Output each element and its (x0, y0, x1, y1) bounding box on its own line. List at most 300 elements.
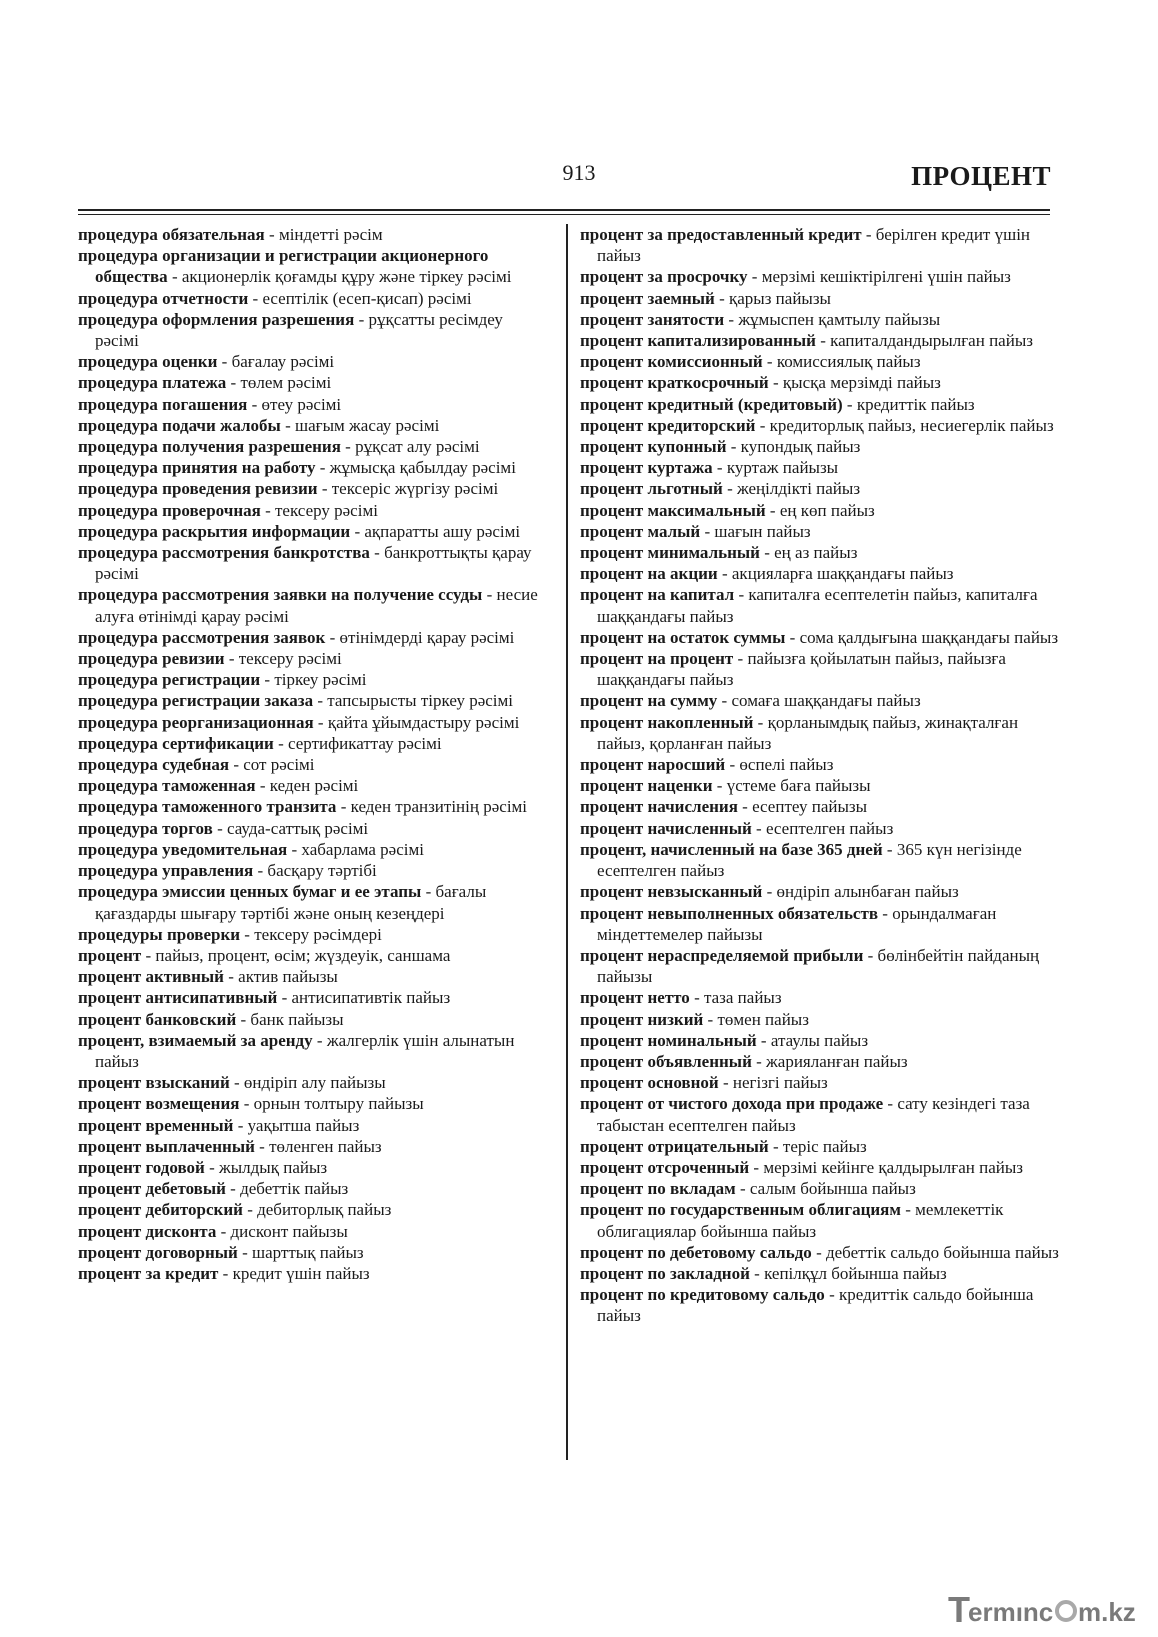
entry-term: процент капитализированный (580, 331, 816, 351)
entry-definition: дебеттік сальдо бойынша пайыз (825, 1242, 1059, 1262)
entry-definition: купондық пайыз (740, 437, 861, 457)
entry-definition: капиталға есептелетін пайыз, капиталға шаққандағы пайыз (597, 585, 1038, 626)
dictionary-entry (580, 627, 1060, 648)
entry-definition: акцияларға шаққандағы пайыз (731, 564, 954, 584)
entry-separator: - (225, 1179, 241, 1199)
dictionary-entry (580, 457, 1060, 478)
entry-definition: жалгерлік үшін алынатын пайыз (95, 1030, 515, 1071)
entry-separator: - (233, 1115, 248, 1135)
entry-definition: сомаға шаққандағы пайыз (731, 691, 921, 711)
entry-separator: - (737, 797, 753, 817)
entry-term: процент отрицательный (580, 1136, 769, 1156)
entry-term: процент дебетовый (78, 1179, 226, 1199)
dictionary-entry (78, 1178, 548, 1199)
entry-term: процедура оформления разрешения (78, 309, 355, 329)
entry-term: процент максимальный (580, 500, 766, 520)
dictionary-entry (580, 394, 1060, 415)
entry-definition: салым бойынша пайыз (749, 1179, 916, 1199)
dictionary-entry (78, 924, 548, 945)
entry-term: процент за предоставленный кредит (580, 225, 862, 244)
dictionary-entry (580, 563, 1060, 584)
dictionary-entry (580, 881, 1060, 902)
dictionary-entry (78, 1157, 548, 1178)
dictionary-entry (78, 648, 548, 669)
entry-term: процент за просрочку (580, 267, 748, 287)
dictionary-entry (78, 1199, 548, 1220)
entry-definition: өспелі пайыз (739, 755, 834, 775)
entry-term: процент от чистого дохода при продаже (580, 1094, 884, 1114)
entry-definition: кредиттік пайыз (856, 394, 975, 414)
entry-definition: дебеттік пайыз (240, 1179, 349, 1199)
entry-definition: сату кезіндегі таза табыстан есептелген пайыз (597, 1094, 1030, 1135)
dictionary-entry (580, 309, 1060, 330)
dictionary-entry (78, 1242, 548, 1263)
dictionary-entry (580, 224, 1060, 266)
dictionary-entry (580, 288, 1060, 309)
entry-definition: негізгі пайыз (732, 1073, 828, 1093)
entry-term: процент выплаченный (78, 1136, 255, 1156)
entry-definition: акционерлік қоғамды құру және тіркеу рәсімі (181, 267, 512, 287)
entry-term: процент объявленный (580, 1051, 752, 1071)
entry-definition: сауда-саттық рәсімі (226, 818, 369, 838)
entry-separator: - (167, 267, 182, 287)
entry-term: процент на сумму (580, 691, 718, 711)
dictionary-entry (580, 415, 1060, 436)
entry-separator: - (762, 352, 777, 372)
entry-term: процедура обязательная (78, 225, 265, 244)
entry-definition: шарттық пайыз (252, 1242, 364, 1262)
dictionary-entry (78, 945, 548, 966)
dictionary-entry (78, 288, 548, 309)
entry-definition: таза пайыз (703, 988, 782, 1008)
entry-term: процент возмещения (78, 1094, 240, 1114)
dictionary-entry (78, 796, 548, 817)
entry-term: процедура торгов (78, 818, 213, 838)
termincom-logo (948, 1590, 1148, 1630)
entry-separator: - (815, 331, 831, 351)
entry-definition: антисипативтік пайыз (291, 988, 451, 1008)
dictionary-entry (78, 245, 548, 287)
dictionary-entry (580, 521, 1060, 542)
entry-term: процедура отчетности (78, 288, 249, 308)
entry-separator: - (369, 543, 385, 563)
entry-term: процент нераспределяемой прибыли (580, 945, 864, 965)
entry-definition: міндетті рәсім (278, 225, 383, 244)
logo-text-part-2: m.kz (1078, 1597, 1136, 1627)
dictionary-entry (78, 394, 548, 415)
dictionary-entry (78, 1072, 548, 1093)
entry-definition: кепілқұл бойынша пайыз (764, 1263, 947, 1283)
entry-term: процедура регистрации (78, 670, 261, 690)
dictionary-entry (78, 733, 548, 754)
dictionary-entry (580, 945, 1060, 987)
entry-separator: - (878, 903, 893, 923)
entry-separator: - (254, 1136, 270, 1156)
entry-separator: - (749, 1263, 765, 1283)
entry-separator: - (714, 288, 729, 308)
entry-definition: пайыз, процент, өсім; жүздеуік, саншама (155, 945, 451, 965)
dictionary-entry (78, 1115, 548, 1136)
entry-term: процедура рассмотрения банкротства (78, 543, 370, 563)
entry-definition: рұқсатты ресімдеу рәсімі (95, 309, 503, 351)
entry-term: процедура судебная (78, 755, 230, 775)
entry-separator: - (264, 225, 279, 244)
entry-separator: - (248, 288, 263, 308)
entry-separator: - (749, 1157, 764, 1177)
entry-definition: бөлінбейтін пайданың пайызы (597, 945, 1040, 987)
entry-term: процедура рассмотрения заявки на получение ссуды (78, 585, 483, 605)
entry-definition: қысқа мерзімді пайыз (782, 373, 941, 393)
dictionary-entry (580, 1178, 1060, 1199)
entry-term: процедура проведения ревизии (78, 479, 318, 499)
entry-separator: - (287, 839, 302, 859)
entry-separator: - (216, 1221, 231, 1241)
entry-term: процедуры проверки (78, 924, 241, 944)
dictionary-entry (580, 542, 1060, 563)
entry-separator: - (811, 1242, 826, 1262)
entry-term: процент наросший (580, 755, 726, 775)
dictionary-entry (580, 500, 1060, 521)
entry-separator: - (861, 225, 876, 244)
dictionary-entry (78, 881, 548, 923)
entry-term: процент наценки (580, 776, 713, 796)
entry-definition: тіркеу рәсімі (274, 670, 367, 690)
dictionary-entry (580, 1263, 1060, 1284)
entry-term: процент (78, 945, 142, 965)
entry-separator: - (236, 1009, 251, 1029)
entry-separator: - (724, 309, 739, 329)
entry-definition: атаулы пайыз (770, 1030, 869, 1050)
entry-separator: - (726, 437, 741, 457)
entry-term: процент по вкладам (580, 1179, 736, 1199)
dictionary-entry (580, 987, 1060, 1008)
dictionary-entry (78, 224, 548, 245)
entry-term: процедура таможенная (78, 776, 256, 796)
entry-separator: - (733, 649, 748, 669)
entry-definition: жеңілдікті пайыз (736, 479, 861, 499)
dictionary-entry (78, 818, 548, 839)
entry-separator: - (785, 627, 800, 647)
dictionary-entry (78, 712, 548, 733)
entry-definition: қарыз пайызы (728, 288, 831, 308)
dictionary-entry (580, 584, 1060, 626)
entry-term: процедура рассмотрения заявок (78, 627, 326, 647)
entry-term: процент номинальный (580, 1030, 757, 1050)
entry-term: процент годовой (78, 1157, 205, 1177)
entry-separator: - (239, 1094, 254, 1114)
dictionary-entry (580, 330, 1060, 351)
entry-separator: - (824, 1285, 839, 1305)
column-divider (566, 224, 568, 1460)
entry-definition: кредиттік сальдо бойынша пайыз (597, 1285, 1034, 1326)
entry-term: процент за кредит (78, 1263, 219, 1283)
entry-definition: қайта ұйымдастыру рәсімі (327, 712, 520, 732)
entry-term: процент начисления (580, 797, 738, 817)
dictionary-entry (78, 987, 548, 1008)
entry-separator: - (765, 500, 780, 520)
dictionary-entry (78, 860, 548, 881)
entry-separator: - (717, 691, 732, 711)
entry-separator: - (313, 712, 328, 732)
dictionary-entry (580, 839, 1060, 881)
entry-separator: - (756, 1030, 771, 1050)
left-column (78, 224, 548, 1284)
entry-term: процент кредиторский (580, 415, 756, 435)
entry-definition: төлем рәсімі (240, 373, 332, 393)
entry-term: процент краткосрочный (580, 373, 769, 393)
entry-separator: - (317, 479, 332, 499)
dictionary-entry (78, 1093, 548, 1114)
entry-definition: сот рәсімі (243, 755, 315, 775)
dictionary-entry (78, 436, 548, 457)
entry-separator: - (260, 670, 275, 690)
dictionary-entry (580, 1009, 1060, 1030)
entry-definition: шағым жасау рәсімі (295, 415, 440, 435)
header-rule-thin (78, 214, 1050, 215)
entry-term: процент невзысканный (580, 882, 763, 902)
entry-term: процент купонный (580, 437, 727, 457)
dictionary-entry (580, 1030, 1060, 1051)
entry-term: процент по дебетовому сальдо (580, 1242, 812, 1262)
entry-separator: - (217, 352, 232, 372)
entry-term: процент по закладной (580, 1263, 750, 1283)
entry-term: процент на процент (580, 649, 734, 669)
entry-separator: - (482, 585, 497, 605)
entry-term: процент дисконта (78, 1221, 217, 1241)
entry-definition: банк пайызы (250, 1009, 344, 1029)
entry-separator: - (229, 1073, 244, 1093)
entry-separator: - (882, 839, 897, 859)
entry-definition: рұқсат алу рәсімі (355, 437, 480, 457)
dictionary-entry (78, 690, 548, 711)
entry-separator: - (141, 945, 156, 965)
entry-definition: дисконт пайызы (230, 1221, 348, 1241)
entry-separator: - (218, 1263, 233, 1283)
dictionary-entry (78, 521, 548, 542)
entry-term: процент малый (580, 521, 701, 541)
entry-term: процент по государственным облигациям (580, 1200, 901, 1220)
entry-separator: - (842, 394, 857, 414)
entry-separator: - (240, 924, 255, 944)
page-number: 913 (562, 160, 596, 185)
entry-separator: - (718, 1073, 733, 1093)
entry-term: процедура организации и регистрации акционерного общества (78, 246, 489, 287)
entry-definition: капиталдандырылған пайыз (830, 331, 1033, 351)
logo-letter-t: T (948, 1590, 970, 1630)
entry-definition: теріс пайыз (782, 1136, 867, 1156)
entry-term: процент кредитный (кредитовый) (580, 394, 843, 414)
entry-term: процент по кредитовому сальдо (580, 1285, 825, 1305)
entry-separator: - (260, 500, 275, 520)
entry-term: процедура таможенного транзита (78, 797, 337, 817)
entry-separator: - (759, 543, 775, 563)
right-column (580, 224, 1060, 1327)
entry-term: процент комиссионный (580, 352, 763, 372)
entry-term: процент договорный (78, 1242, 238, 1262)
entry-separator: - (755, 415, 770, 435)
entry-definition: жұмыспен қамтылу пайызы (738, 309, 941, 329)
entry-definition: өтінімдерді қарау рәсімі (339, 627, 515, 647)
entry-separator: - (204, 1157, 219, 1177)
entry-separator: - (247, 394, 262, 414)
entry-term: процент на капитал (580, 585, 735, 605)
entry-definition: үстеме баға пайызы (726, 776, 871, 796)
entry-definition: уақытша пайыз (247, 1115, 360, 1135)
entry-separator: - (768, 1136, 783, 1156)
entry-definition: мерзімі кейінге қалдырылған пайыз (763, 1157, 1024, 1177)
entry-term: процент низкий (580, 1009, 704, 1029)
entry-definition: тапсырысты тіркеу рәсімі (327, 691, 513, 711)
dictionary-entry (78, 309, 548, 351)
dictionary-entry (580, 648, 1060, 690)
entry-definition: несие алуға өтінімді қарау рәсімі (95, 585, 538, 626)
entry-definition: қорланымдық пайыз, жинақталған пайыз, қорланған пайыз (597, 712, 1019, 753)
dictionary-entry (580, 690, 1060, 711)
entry-term: процент банковский (78, 1009, 237, 1029)
entry-separator: - (735, 1179, 750, 1199)
entry-definition: сома қалдығына шаққандағы пайыз (799, 627, 1059, 647)
entry-separator: - (900, 1200, 916, 1220)
entry-definition: өндіріп алынбаған пайыз (776, 882, 959, 902)
entry-term: процент куртажа (580, 458, 713, 478)
entry-separator: - (712, 458, 727, 478)
entry-definition: комиссиялық пайыз (776, 352, 921, 372)
dictionary-entry (78, 1030, 548, 1072)
entry-definition: жұмысқа қабылдау рәсімі (329, 458, 516, 478)
entry-definition: тексеріс жүргізу рәсімі (331, 479, 499, 499)
entry-term: процедура проверочная (78, 500, 261, 520)
entry-separator: - (229, 755, 244, 775)
entry-term: процент на акции (580, 564, 718, 584)
entry-definition: кредиторлық пайыз, несиегерлік пайыз (769, 415, 1054, 435)
entry-definition: мерзімі кешіктірілгені үшін пайыз (761, 267, 1011, 287)
entry-definition: актив пайызы (238, 967, 338, 987)
entry-definition: шағын пайыз (714, 521, 811, 541)
entry-separator: - (717, 564, 732, 584)
entry-separator: - (751, 1051, 767, 1071)
entry-definition: төленген пайыз (269, 1136, 382, 1156)
entry-separator: - (700, 521, 715, 541)
entry-separator: - (223, 967, 239, 987)
entry-term: процедура оценки (78, 352, 218, 372)
dictionary-entry (78, 351, 548, 372)
entry-term: процедура подачи жалобы (78, 415, 281, 435)
entry-term: процент временный (78, 1115, 234, 1135)
logo-text-part-1: ermınc (968, 1597, 1054, 1627)
entry-separator: - (336, 797, 351, 817)
entry-separator: - (753, 712, 768, 732)
logo-o-ring (1057, 1602, 1075, 1620)
entry-term: процедура платежа (78, 373, 227, 393)
entry-term: процент накопленный (580, 712, 754, 732)
entry-term: процедура управления (78, 861, 254, 881)
entry-definition: мемлекеттік облигациялар бойынша пайыз (597, 1200, 1004, 1241)
entry-separator: - (280, 415, 295, 435)
dictionary-entry (78, 839, 548, 860)
dictionary-entry (580, 1157, 1060, 1178)
entry-definition: басқару тәртібі (267, 861, 377, 881)
entry-definition: берілген кредит үшін пайыз (597, 225, 1031, 266)
header-rule-thick (78, 209, 1050, 211)
entry-separator: - (340, 437, 356, 457)
entry-separator: - (747, 267, 762, 287)
entry-separator: - (722, 479, 737, 499)
entry-term: процедура сертификации (78, 733, 274, 753)
entry-definition: орындалмаған міндеттемелер пайызы (597, 903, 997, 944)
entry-definition: ең аз пайыз (774, 543, 858, 563)
running-head: ПРОЦЕНТ (911, 161, 1051, 191)
entry-definition: өндіріп алу пайызы (243, 1073, 386, 1093)
entry-term: процедура регистрации заказа (78, 691, 314, 711)
entry-term: процедура реорганизационная (78, 712, 314, 732)
dictionary-entry (78, 1136, 548, 1157)
entry-separator: - (242, 1200, 258, 1220)
dictionary-entry (78, 500, 548, 521)
dictionary-entry (580, 903, 1060, 945)
dictionary-entry (580, 1242, 1060, 1263)
entry-definition: кредит үшін пайыз (232, 1263, 370, 1283)
entry-definition: өтеу рәсімі (261, 394, 342, 414)
dictionary-entry (78, 478, 548, 499)
entry-separator: - (273, 733, 288, 753)
entry-term: процент минимальный (580, 543, 760, 563)
entry-term: процент активный (78, 967, 224, 987)
entry-separator: - (354, 309, 369, 329)
dictionary-entry (580, 1072, 1060, 1093)
entry-definition: жылдық пайыз (219, 1157, 328, 1177)
dictionary-entry (580, 712, 1060, 754)
entry-separator: - (226, 373, 241, 393)
dictionary-entry (580, 796, 1060, 817)
entry-definition: куртаж пайызы (726, 458, 839, 478)
dictionary-entry (580, 1136, 1060, 1157)
dictionary-entry (78, 775, 548, 796)
entry-separator: - (253, 861, 268, 881)
entry-separator: - (312, 1030, 327, 1050)
entry-separator: - (768, 373, 783, 393)
entry-separator: - (350, 521, 365, 541)
entry-term: процент, начисленный на базе 365 дней (580, 839, 883, 859)
entry-term: процент антисипативный (78, 988, 278, 1008)
entry-separator: - (421, 882, 436, 902)
entry-term: процент взысканий (78, 1073, 230, 1093)
entry-separator: - (255, 776, 270, 796)
entry-separator: - (863, 945, 878, 965)
entry-separator: - (883, 1094, 898, 1114)
entry-term: процент начисленный (580, 818, 752, 838)
dictionary-entry (580, 436, 1060, 457)
entry-definition: төмен пайыз (717, 1009, 809, 1029)
dictionary-entry (78, 627, 548, 648)
dictionary-entry (580, 754, 1060, 775)
dictionary-entry (580, 1284, 1060, 1326)
entry-term: процент невыполненных обязательств (580, 903, 879, 923)
dictionary-entry (78, 415, 548, 436)
entry-definition: дебиторлық пайыз (257, 1200, 392, 1220)
dictionary-entry (580, 1051, 1060, 1072)
entry-definition: 365 күн негізінде есептелген пайыз (597, 839, 1022, 881)
entry-separator: - (237, 1242, 253, 1262)
entry-separator: - (703, 1009, 718, 1029)
entry-separator: - (224, 649, 239, 669)
entry-definition: пайызға қойылатын пайыз, пайызға шаққандағы пайыз (597, 649, 1006, 690)
entry-separator: - (734, 585, 749, 605)
dictionary-entry (78, 754, 548, 775)
entry-separator: - (751, 818, 766, 838)
entry-term: процедура уведомительная (78, 839, 288, 859)
entry-definition: ақпаратты ашу рәсімі (364, 521, 521, 541)
entry-term: процент занятости (580, 309, 725, 329)
